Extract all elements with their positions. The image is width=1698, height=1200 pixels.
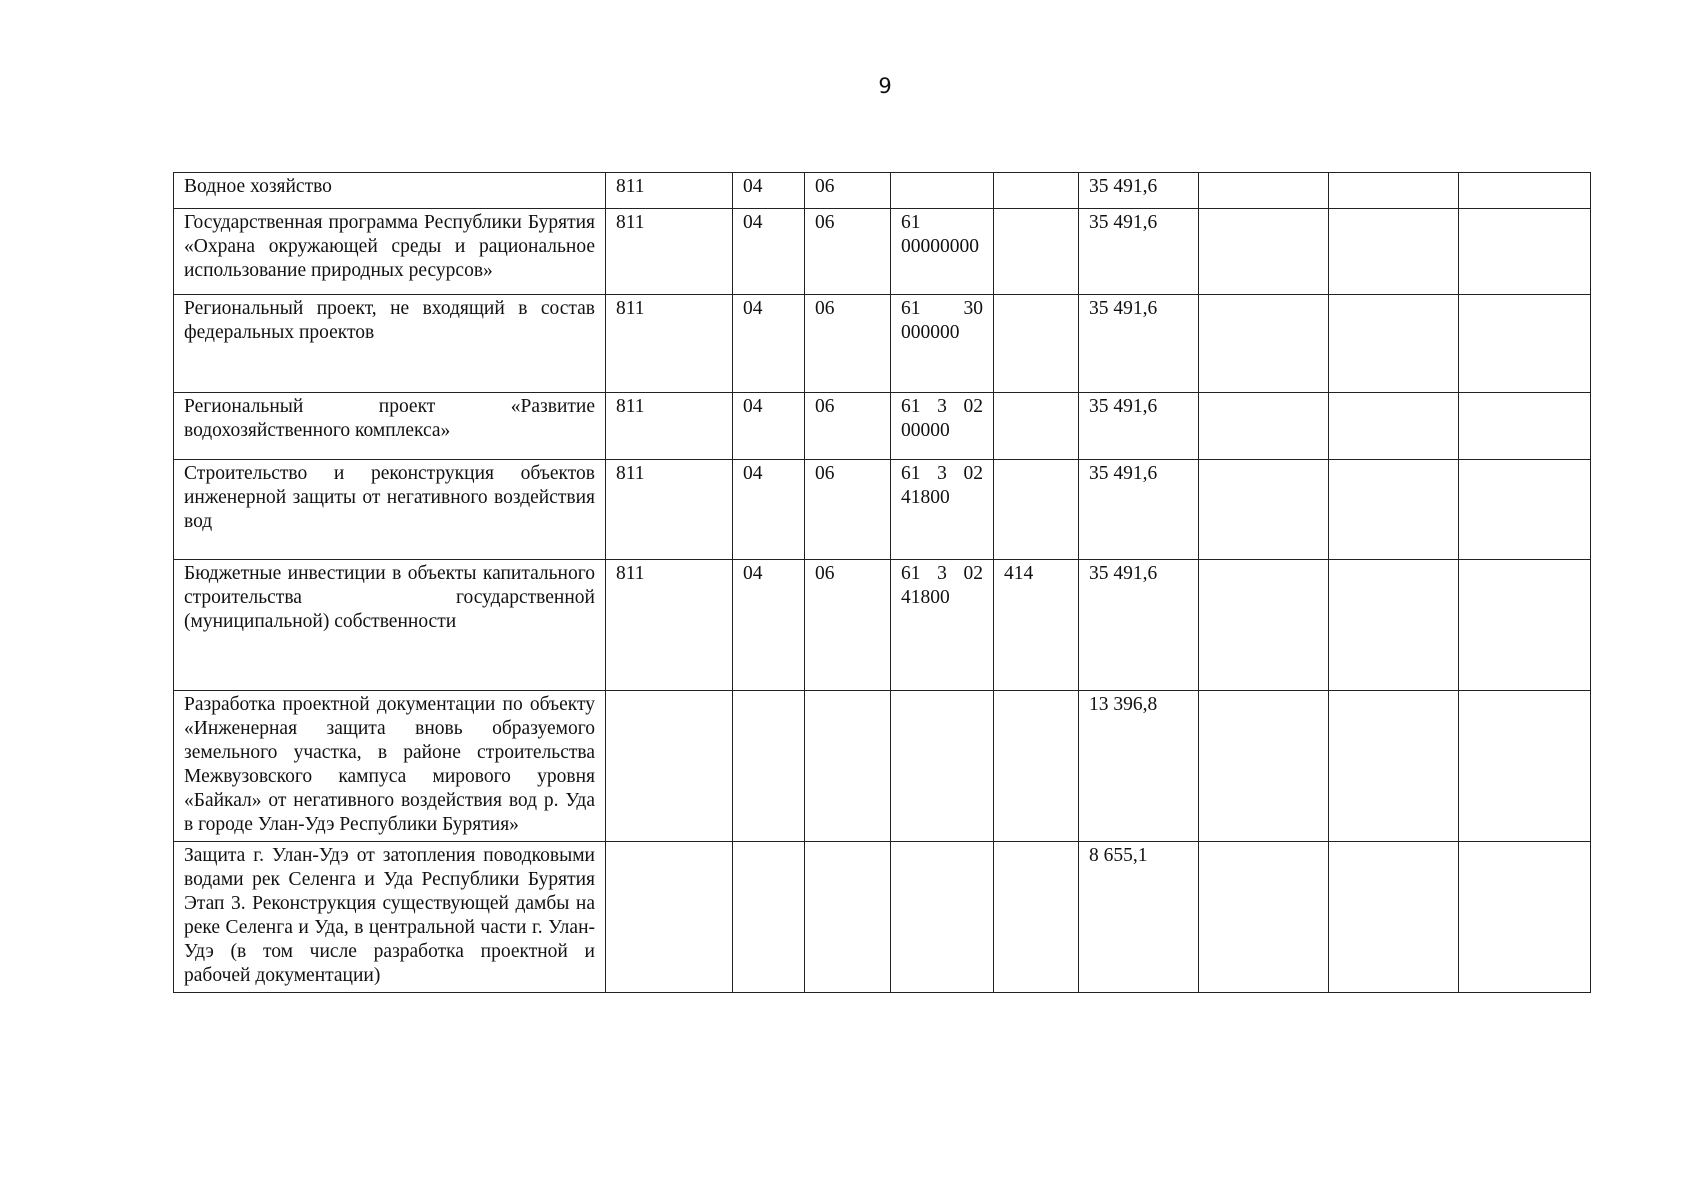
expense-type-cell <box>994 842 1079 993</box>
expense-type-cell <box>994 209 1079 295</box>
target-article-cell <box>891 691 994 842</box>
empty-cell <box>1329 173 1459 209</box>
gr-code-cell: 811 <box>606 460 733 560</box>
empty-cell <box>1329 209 1459 295</box>
table-row <box>174 295 1591 393</box>
amount-cell: 35 491,6 <box>1079 295 1199 393</box>
gr-code-cell: 811 <box>606 295 733 393</box>
row-name-cell: Защита г. Улан-Удэ от затопления поводковыми водами рек Селенга и Уда Республики Бурятия Этап 3. Реконструкция существующей дамбы на реке Селенга и Уда, в центральной части г. Улан-Удэ (в том числе разработка проектной и рабочей документации) <box>174 842 606 993</box>
expense-type-cell <box>994 691 1079 842</box>
empty-cell <box>1459 295 1591 393</box>
target-article-cell: 61 3 02 41800 <box>891 560 994 691</box>
amount-cell: 8 655,1 <box>1079 842 1199 993</box>
expense-type-cell <box>994 460 1079 560</box>
gr-code-cell: 811 <box>606 173 733 209</box>
section-code-cell: 04 <box>733 295 805 393</box>
gr-code-cell: 811 <box>606 560 733 691</box>
empty-cell <box>1459 393 1591 460</box>
empty-cell <box>1329 560 1459 691</box>
section-code-cell: 04 <box>733 560 805 691</box>
gr-code-cell <box>606 842 733 993</box>
empty-cell <box>1199 691 1329 842</box>
gr-code-cell <box>606 691 733 842</box>
empty-cell <box>1329 842 1459 993</box>
expense-type-cell: 414 <box>994 560 1079 691</box>
gr-code-cell: 811 <box>606 393 733 460</box>
row-name-cell: Разработка проектной документации по объекту «Инженерная защита вновь образуемого земельного участка, в районе строительства Межвузовского кампуса мирового уровня «Байкал» от негативного воздействия вод р. Уда в городе Улан-Удэ Республики Бурятия» <box>174 691 606 842</box>
target-article-cell <box>891 173 994 209</box>
section-code-cell: 04 <box>733 173 805 209</box>
empty-cell <box>1199 560 1329 691</box>
section-code-cell: 04 <box>733 460 805 560</box>
row-name-cell: Государственная программа Республики Бурятия «Охрана окружающей среды и рациональное использование природных ресурсов» <box>174 209 606 295</box>
table-row <box>174 842 1591 993</box>
subsection-code-cell: 06 <box>805 295 891 393</box>
table-row <box>174 460 1591 560</box>
empty-cell <box>1329 460 1459 560</box>
empty-cell <box>1459 173 1591 209</box>
empty-cell <box>1459 460 1591 560</box>
subsection-code-cell: 06 <box>805 560 891 691</box>
expense-type-cell <box>994 173 1079 209</box>
empty-cell <box>1329 691 1459 842</box>
amount-cell: 13 396,8 <box>1079 691 1199 842</box>
section-code-cell: 04 <box>733 209 805 295</box>
empty-cell <box>1459 842 1591 993</box>
budget-table <box>173 172 1591 993</box>
empty-cell <box>1199 209 1329 295</box>
empty-cell <box>1199 842 1329 993</box>
page-number: 9 <box>878 74 892 98</box>
table-row <box>174 173 1591 209</box>
expense-type-cell <box>994 295 1079 393</box>
subsection-code-cell: 06 <box>805 209 891 295</box>
empty-cell <box>1199 295 1329 393</box>
subsection-code-cell: 06 <box>805 173 891 209</box>
empty-cell <box>1199 393 1329 460</box>
empty-cell <box>1459 691 1591 842</box>
target-article-cell: 61 00000000 <box>891 209 994 295</box>
amount-cell: 35 491,6 <box>1079 560 1199 691</box>
row-name-cell: Региональный проект «Развитие водохозяйственного комплекса» <box>174 393 606 460</box>
subsection-code-cell: 06 <box>805 393 891 460</box>
table-row <box>174 209 1591 295</box>
subsection-code-cell <box>805 842 891 993</box>
amount-cell: 35 491,6 <box>1079 209 1199 295</box>
expense-type-cell <box>994 393 1079 460</box>
amount-cell: 35 491,6 <box>1079 393 1199 460</box>
table-row <box>174 393 1591 460</box>
empty-cell <box>1199 460 1329 560</box>
empty-cell <box>1459 209 1591 295</box>
empty-cell <box>1199 173 1329 209</box>
subsection-code-cell: 06 <box>805 460 891 560</box>
row-name-cell: Бюджетные инвестиции в объекты капитального строительства государственной (муниципальной) собственности <box>174 560 606 691</box>
target-article-cell: 61 30 000000 <box>891 295 994 393</box>
target-article-cell <box>891 842 994 993</box>
section-code-cell: 04 <box>733 393 805 460</box>
table-row <box>174 560 1591 691</box>
section-code-cell <box>733 842 805 993</box>
row-name-cell: Водное хозяйство <box>174 173 606 209</box>
empty-cell <box>1459 560 1591 691</box>
table-row <box>174 691 1591 842</box>
row-name-cell: Строительство и реконструкция объектов инженерной защиты от негативного воздействия вод <box>174 460 606 560</box>
subsection-code-cell <box>805 691 891 842</box>
row-name-cell: Региональный проект, не входящий в состав федеральных проектов <box>174 295 606 393</box>
gr-code-cell: 811 <box>606 209 733 295</box>
target-article-cell: 61 3 02 41800 <box>891 460 994 560</box>
empty-cell <box>1329 393 1459 460</box>
section-code-cell <box>733 691 805 842</box>
empty-cell <box>1329 295 1459 393</box>
amount-cell: 35 491,6 <box>1079 173 1199 209</box>
amount-cell: 35 491,6 <box>1079 460 1199 560</box>
target-article-cell: 61 3 02 00000 <box>891 393 994 460</box>
